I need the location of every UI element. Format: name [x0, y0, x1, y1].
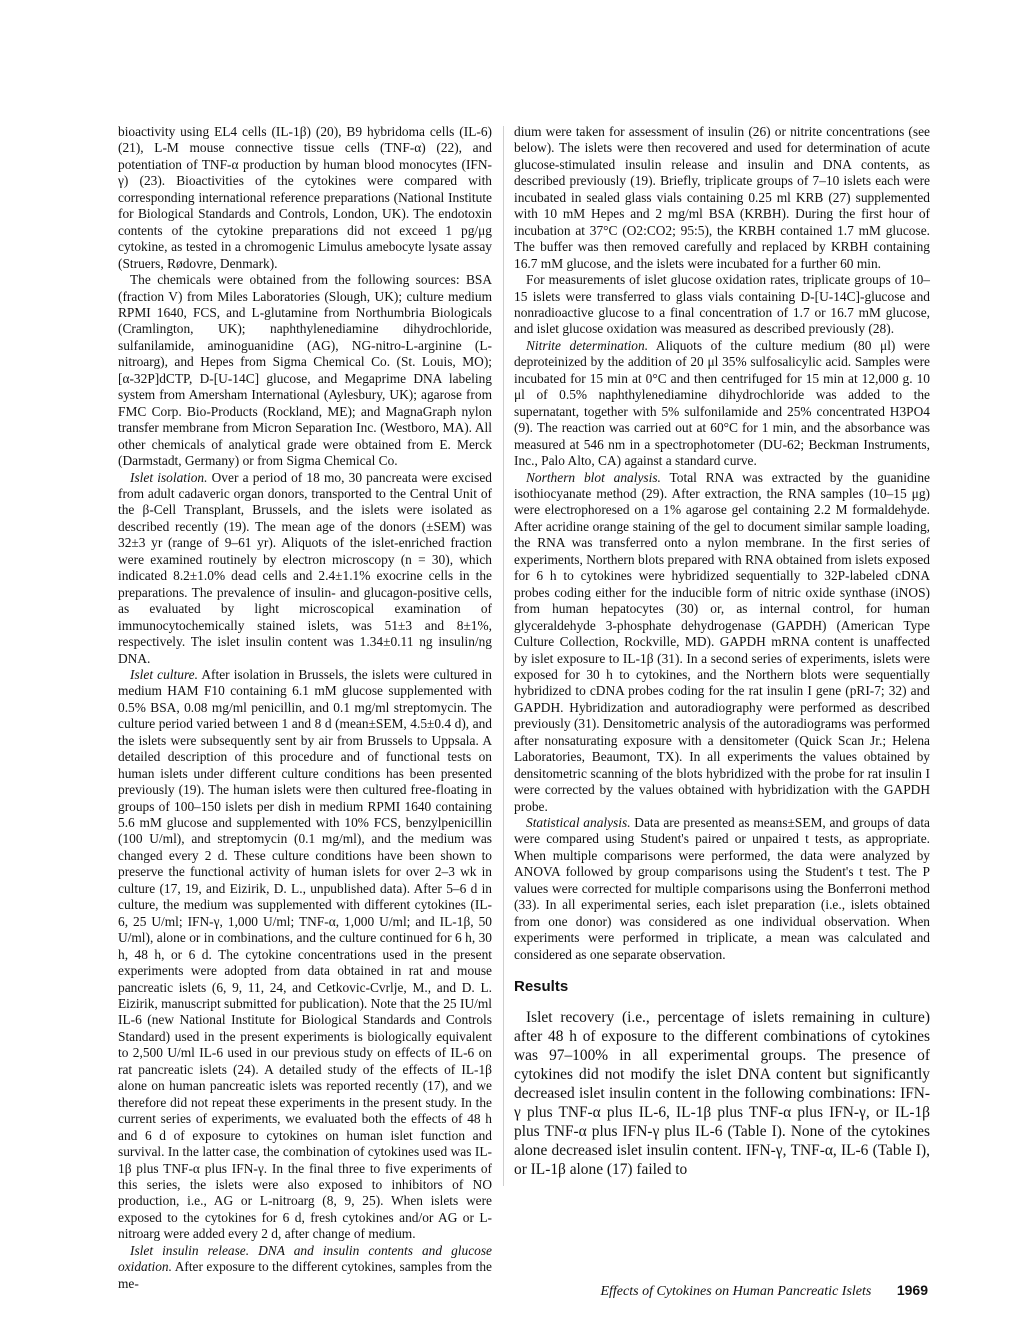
text-nitrite: Aliquots of the culture medium (80 μl) were deproteinized by the addition of 20 μl 35% sulfosalicylic acid. Samples were incubated for 15 min at 0°C and then centrifuged for 15 min at 12,000 g. 10 μl of 0.5% naphthylenediamine dihydrochloride was added to the supernatant, together with 5% sulfonilamide and 25% concentrated H3PO4 (9). The reaction was carried out at 60°C for 1 min, and the absorbance was measured at 546 nm in a spectrophotometer (DU-62; Beckman Instruments, Inc., Palo Alto, CA) against a standard curve.	[514, 337, 930, 469]
paragraph-islet-isolation	[118, 470, 492, 667]
paragraph-results: Islet recovery (i.e., percentage of islets remaining in culture) after 48 h of exposure to the different combinations of cytokines was 97–100% in all experimental groups. The presence of cytokines did not modify the islet DNA content but significantly decreased islet insulin content in the following combinations: IFN-γ plus TNF-α plus IL-6, IL-1β plus TNF-α plus IFN-γ, or IL-1β plus TNF-α plus IFN-γ plus IL-6 (Table I). None of the cytokines alone decreased islet insulin content. IFN-γ, TNF-α, IL-6 (Table I), or IL-1β alone (17) failed to	[514, 1008, 930, 1178]
subheading-statistics: Statistical analysis.	[526, 815, 631, 831]
paragraph-bioactivity: bioactivity using EL4 cells (IL-1β) (20), B9 hybridoma cells (IL-6) (21), L-M mouse connective tissue cells (TNF-α) (22), and potentiation of TNF-α production by human blood monocytes (IFN-γ) (23). Bioactivities of the cytokines were compared with corresponding international reference preparations (National Institute for Biological Standards and Controls, London, UK). The endotoxin contents of the cytokine preparations did not exceed 1 pg/μg cytokine, as tested in a chromogenic Limulus amebocyte lysate assay (Struers, Rødovre, Denmark).	[118, 124, 492, 271]
subheading-northern-blot: Northern blot analysis.	[526, 469, 661, 485]
subheading-islet-isolation: Islet isolation.	[130, 469, 208, 485]
subheading-islet-culture: Islet culture.	[130, 666, 198, 682]
paragraph-islet-culture	[118, 667, 492, 1243]
page-footer	[600, 1282, 928, 1300]
left-column	[118, 124, 492, 1292]
results-heading: Results	[514, 978, 569, 996]
paragraph-statistics	[514, 815, 930, 963]
paragraph-chemicals: The chemicals were obtained from the following sources: BSA (fraction V) from Miles Laboratories (Slough, UK); culture medium RPMI 1640, FCS, and L-glutamine from Northumbria Biologicals (Cramlington, UK); naphthylenediamine dihydrochloride, sulfanilamide, aminoguanidine (AG), NG-nitro-L-arginine (L-nitroarg), and Hepes from Sigma Chemical Co. (St. Louis, MO); [α-32P]dCTP, D-[U-14C] glucose, and Megaprime DNA labeling system from Amersham International (Aylesbury, UK); agarose from FMC Corp. Bio-Products (Rockland, ME); and MagnaGraph nylon transfer membrane from Micron Separation Inc. (Westboro, MA). All other chemicals of analytical grade were obtained from E. Merck (Darmstadt, Germany) or from Sigma Chemical Co.	[118, 272, 492, 469]
paragraph-insulin-assessment: dium were taken for assessment of insulin (26) or nitrite concentrations (see below). The islets were then recovered and used for determination of acute glucose-stimulated insulin release and insulin and DNA contents, as described previously (19). Briefly, triplicate groups of 7–10 islets each were incubated in sealed glass vials containing 0.25 ml KRB (27) supplemented with 10 mM Hepes and 2 mg/ml BSA (KRBH). During the first hour of incubation at 37°C (O2:CO2; 95:5), the KRBH contained 1.7 mM glucose. The buffer was then removed carefully and replaced by KRBH containing 16.7 mM glucose, and the islets were incubated for a further 60 min.	[514, 124, 930, 271]
text-northern-blot: Total RNA was extracted by the guanidine isothiocyanate method (29). After extraction, the RNA samples (10–15 μg) were electrophoresed on a 1% agarose gel containing 2.2 M formaldehyde. After acridine orange staining of the gel to document similar sample loading, the RNA was transferred onto a nylon membrane. In the first series of experiments, Northern blots prepared with RNA obtained from islets exposed for 6 h to cytokines were hybridized sequentially to 32P-labeled cDNA probes coding either for the inducible form of nitric oxide synthase (iNOS) from human hepatocytes (30) or, as internal control, for human glyceraldehyde 3-phosphate dehydrogenase (GAPDH) (American Type Culture Collection, Rockville, MD). GAPDH mRNA content is unaffected by islet exposure to IL-1β (31). In a second series of experiments, islets were exposed for 30 h to cytokines, and the Northern blots were sequentially hybridized to cDNA probes coding for the rat insulin I gene (pRI-7; 32) and GAPDH. Hybridization and autoradiography were performed as described previously (31). Densitometric analysis of the autoradiograms was performed after nonsaturating exposure with a densitometer (Quick Scan Jr.; Helena Laboratories, Beaumont, TX). In all experiments the values obtained by densitometric scanning of the blots hybridized with the probe for rat insulin I were corrected by the values obtained with hybridization with the GAPDH probe.	[514, 469, 930, 814]
page-number: 1969	[896, 1282, 928, 1298]
paragraph-insulin-release	[118, 1243, 492, 1292]
text-insulin-release: After exposure to the different cytokines, samples from the me-	[118, 1259, 492, 1291]
right-column	[514, 124, 930, 1179]
paragraph-glucose-oxidation: For measurements of islet glucose oxidation rates, triplicate groups of 10–15 islets were transferred to glass vials containing D-[U-14C]-glucose and nonradioactive glucose to a final concentration of 1.7 or 16.7 mM glucose, and islet glucose oxidation was measured as described previously (28).	[514, 272, 930, 337]
paragraph-northern-blot	[514, 470, 930, 816]
column-divider	[503, 126, 504, 1186]
paragraph-nitrite	[514, 338, 930, 470]
text-statistics: Data are presented as means±SEM, and groups of data were compared using Student's paired or unpaired t tests, as appropriate. When multiple comparisons were performed, the data were analyzed by ANOVA followed by group comparisons using the Student's t test. The P values were corrected for multiple comparisons using the Bonferroni method (33). In all experimental series, each islet preparation (i.e., islets obtained from one donor) was considered as one individual observation. When experiments were performed in triplicate, a mean was calculated and considered as one separate observation.	[514, 815, 930, 962]
text-islet-culture: After isolation in Brussels, the islets were cultured in medium HAM F10 containing 6.1 mM glucose supplemented with 0.5% BSA, 0.08 mg/ml penicillin, and 0.1 mg/ml streptomycin. The culture period varied between 1 and 8 d (mean±SEM, 4.5±0.4 d), and the islets were subsequently sent by air from Brussels to Uppsala. A detailed description of this procedure and of functional tests on human islets under different culture conditions has been presented previously (19). The human islets were then cultured free-floating in groups of 100–150 islets per dish in medium RPMI 1640 containing 5.6 mM glucose and supplemented with 10% FCS, benzylpenicillin (100 U/ml), and streptomycin (0.1 mg/ml), and the medium was changed every 2 d. These culture conditions have been shown to preserve the functional activity of human islets for over 2–3 wk in culture (17, 19, and Eizirik, D. L., unpublished data). After 5–6 d in culture, the medium was supplemented with different cytokines (IL-6, 25 U/ml; IFN-γ, 1,000 U/ml; TNF-α, 1,000 U/ml; and IL-1β, 50 U/ml), alone or in combinations, and the culture continued for 6 h, 30 h, 48 h, or 6 d. The cytokine concentrations used in the present experiments were adopted from data obtained in rat and mouse pancreatic islets (6, 9, 11, 24, and Cetkovic-Cvrlje, M., and D. L. Eizirik, manuscript submitted for publication). Note that the 25 IU/ml IL-6 (new National Institute for Biological Standards and Controls Standard) used in the present experiments is biologically equivalent to 2,500 U/ml IL-6 used in our previous study on effects of IL-6 on rat pancreatic islets (24). A detailed study of the effects of IL-1β alone on human pancreatic islets was reported recently (17), and we therefore did not repeat these experiments in the present study. In the current series of experiments, we evaluated both the effects of 48 h and 6 d of exposure to cytokines on human islet function and survival. In the latter case, the combination of cytokines used was IL-1β plus TNF-α plus IFN-γ. In the final three to five experiments of this series, the islets were also exposed to inhibitors of NO production, i.e., AG or L-nitroarg (8, 9, 25). When islets were exposed to the cytokines for 6 d, fresh cytokines and/or AG or L-nitroarg were added every 2 d, after change of medium.	[118, 666, 492, 1242]
subheading-nitrite: Nitrite determination.	[526, 337, 649, 353]
running-title: Effects of Cytokines on Human Pancreatic Islets	[600, 1284, 872, 1299]
subheading-insulin-release: Islet insulin release. DNA and insulin contents and glucose oxidation.	[118, 1242, 492, 1275]
text-islet-isolation: Over a period of 18 mo, 30 pancreata were excised from adult cadaveric organ donors, transported to the Central Unit of the β-Cell Transplant, Brussels, and the islets were isolated as described recently (19). The mean age of the donors (±SEM) was 32±3 yr (range of 9–61 yr). Aliquots of the islet-enriched fraction were examined routinely by electron microscopy (n = 30), which indicated 8.2±1.0% dead cells and 2.4±1.1% exocrine cells in the preparations. The prevalence of insulin- and glucagon-positive cells, as evaluated by light microscopical examination of immunocytochemically stained islets, was 51±3 and 8±1%, respectively. The islet insulin content was 1.34±0.11 ng insulin/ng DNA.	[118, 469, 492, 666]
